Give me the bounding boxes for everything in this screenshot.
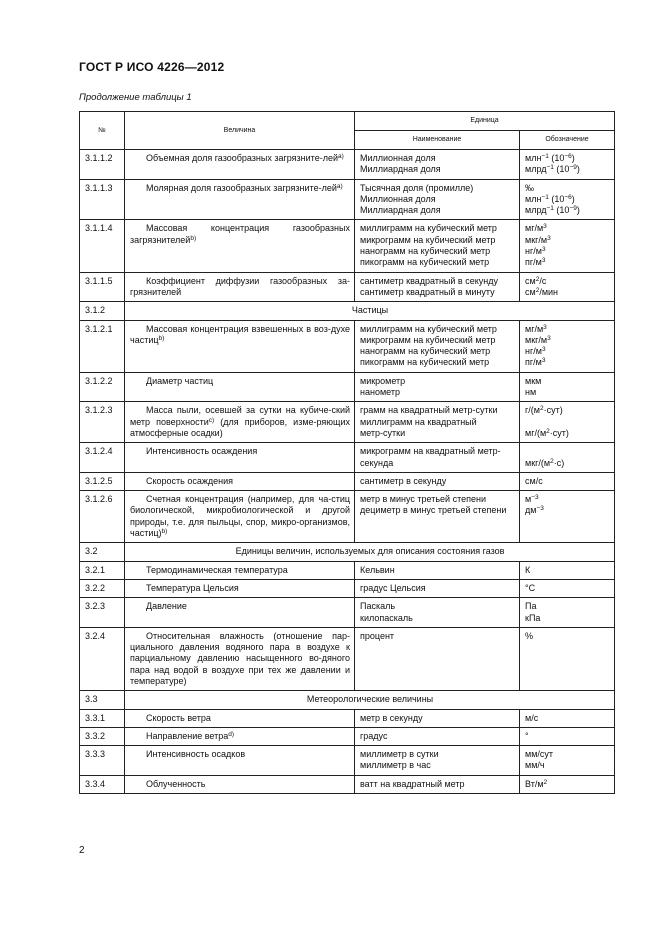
unit-symbol: $см^2/с$ [525,275,547,286]
unit-name-cell [355,272,520,302]
unit-symbol: мкм [525,375,542,386]
unit-symbol: мкг/$(м^2\cdot с)$ [525,457,565,468]
unit-symbol: нм [525,387,537,398]
row-number: 3.1.1.4 [80,220,125,272]
unit-symbol: $пг/м^3$ [525,257,546,268]
unit-symbol: $нг/м^3$ [525,246,546,257]
unit-name-cell [355,775,520,793]
unit-name-cell [355,372,520,402]
row-number: 3.1.2.2 [80,372,125,402]
quantity-cell: Термодинамическая температура [125,561,355,579]
unit-name-cell [355,179,520,220]
table-row [80,727,615,745]
unit-symbol: млрд$^{-1}$ $(10^{-9})$ [525,164,580,175]
unit-name-cell [355,320,520,372]
unit-name: Миллиардная доля [360,205,441,216]
unit-name-cell [355,579,520,597]
unit-symbol-cell [520,491,615,543]
section-title: Частицы [125,302,615,320]
unit-name: сантиметр в секунду [360,475,447,486]
table-row [80,627,615,690]
row-number: 3.1.1.2 [80,150,125,180]
unit-symbol: $мг/м^3$ [525,223,547,234]
quantity-cell: Молярная доля газообразных загрязните-лей$^{a)}$ [125,179,355,220]
unit-name-cell [355,402,520,443]
header-unit: Единица [355,112,615,131]
unit-name: Миллионная доля [360,153,436,163]
unit-name: нанограмм на кубический метр [360,246,491,257]
unit-name: микрограмм на кубический метр [360,334,496,345]
unit-symbol-cell [520,472,615,490]
unit-name: градус Цельсия [360,582,426,593]
unit-symbol: млрд$^{-1}$ $(10^{-9})$ [525,205,580,216]
unit-name-cell [355,746,520,776]
row-number: 3.2.2 [80,579,125,597]
row-number: 3.2.4 [80,627,125,690]
table-row [80,598,615,628]
quantity-cell: Интенсивность осаждения [125,443,355,473]
unit-symbol: м/с [525,712,539,723]
row-number: 3.2 [80,543,125,561]
unit-name: Миллионная доля [360,193,436,204]
unit-name: Миллиардная доля [360,164,441,175]
row-number: 3.3.1 [80,709,125,727]
table-row [80,472,615,490]
header-unit-name: Наименование [355,131,520,150]
unit-name: Кельвин [360,564,395,575]
unit-symbol: $м^{-3}$ [525,494,539,505]
quantity-cell: Скорость ветра [125,709,355,727]
unit-symbol: °С [525,582,536,593]
unit-name: Паскаль [360,601,396,612]
unit-symbol: $пг/м^3$ [525,357,546,368]
row-number: 3.2.1 [80,561,125,579]
header-quantity: Величина [125,112,355,150]
quantity-cell: Объемная доля газообразных загрязните-лей$^{a)}$ [125,150,355,180]
unit-symbol: % [525,630,534,641]
row-number: 3.1.2 [80,302,125,320]
unit-name: метр-сутки [360,427,406,438]
quantity-cell: Температура Цельсия [125,579,355,597]
unit-symbol: см/с [525,475,543,486]
unit-symbol: $мг/(м^2\cdot сут)$ [525,427,569,438]
unit-symbol: млн$^{-1}$ $(10^{-6})$ [525,153,575,163]
table-row [80,402,615,443]
unit-symbol: мм/сут [525,749,553,760]
table-row [80,709,615,727]
unit-name: пикограмм на кубический метр [360,257,490,268]
page-number: 2 [79,845,85,856]
quantity-cell: Коэффициент диффузии газообразных за-грязнителей [125,272,355,302]
row-number: 3.1.1.5 [80,272,125,302]
unit-name: микрограмм на кубический метр [360,234,496,245]
section-row [80,543,615,561]
unit-name: градус [360,730,388,741]
table-row [80,491,615,543]
unit-symbol-cell [520,220,615,272]
row-number: 3.3.4 [80,775,125,793]
unit-name-cell [355,443,520,473]
unit-symbol-cell [520,627,615,690]
unit-symbol [525,417,610,428]
header-number: № [80,112,125,150]
unit-symbol: $мг/м^3$ [525,323,547,334]
unit-name: микрограмм на квадратный метр- [360,446,501,457]
unit-name: миллиметр в сутки [360,749,439,760]
row-number: 3.1.1.3 [80,179,125,220]
unit-name: миллиграмм на кубический метр [360,323,497,334]
unit-name: килопаскаль [360,612,413,623]
row-number: 3.1.2.3 [80,402,125,443]
section-row [80,691,615,709]
row-number: 3.1.2.5 [80,472,125,490]
quantity-cell: Направление ветра$^{d)}$ [125,727,355,745]
unit-symbol: К [525,564,531,575]
table-row [80,775,615,793]
unit-symbol: $г/(м^2\cdot сут)$ [525,405,563,416]
unit-name: нанограмм на кубический метр [360,346,491,357]
unit-symbol-cell [520,746,615,776]
unit-name: нанометр [360,387,400,398]
unit-symbol: $см^2$/мин [525,286,558,297]
quantity-cell: Облученность [125,775,355,793]
table-caption: Продолжение таблицы 1 [79,92,192,103]
table-row [80,179,615,220]
quantity-cell: Интенсивность осадков [125,746,355,776]
table-row [80,372,615,402]
section-title: Метеорологические величины [125,691,615,709]
unit-symbol: млн$^{-1}$ $(10^{-6})$ [525,193,575,204]
page-header: ГОСТ Р ИСО 4226—2012 [79,60,225,74]
quantity-cell: Масса пыли, осевшей за сутки на кубиче-ский метр поверхности$^{c)}$ (для приборов, изме-ряющих атмосферные осадки) [125,402,355,443]
quantity-cell: Массовая концентрация взвешенных в воз-духе частиц$^{b)}$ [125,320,355,372]
quantity-cell: Относительная влажность (отношение пар-циального давления водяного пара в воздухе к парциальному давлению насыщенного во-дяного пара над водой в воздухе при тех же давлении и температуре) [125,627,355,690]
quantity-cell: Массовая концентрация газообразных загрязнителей$^{b)}$ [125,220,355,272]
row-number: 3.3.3 [80,746,125,776]
unit-name: грамм на квадратный метр-сутки [360,405,498,416]
unit-symbol: $нг/м^3$ [525,346,546,357]
table-row [80,443,615,473]
units-table [79,111,615,794]
table-row [80,220,615,272]
section-title: Единицы величин, используемых для описания состояния газов [125,543,615,561]
unit-name-cell [355,561,520,579]
table-row [80,272,615,302]
unit-name: секунда [360,457,394,468]
unit-symbol: кПа [525,612,541,623]
row-number: 3.3.2 [80,727,125,745]
unit-name: процент [360,630,395,641]
unit-symbol-cell [520,402,615,443]
unit-name-cell [355,220,520,272]
quantity-cell: Скорость осаждения [125,472,355,490]
unit-symbol: ‰ [525,182,534,193]
unit-symbol-cell [520,775,615,793]
unit-name: Тысячная доля (промилле) [360,182,474,193]
unit-name-cell [355,727,520,745]
unit-name: метр в минус третьей степени [360,494,486,505]
unit-symbol: Па [525,601,537,612]
table-row [80,150,615,180]
unit-symbol-cell [520,709,615,727]
unit-symbol-cell [520,598,615,628]
unit-symbol: $дм^{-3}$ [525,505,544,516]
unit-symbol-cell [520,179,615,220]
unit-symbol-cell [520,561,615,579]
table-body [80,150,615,794]
unit-name-cell [355,598,520,628]
row-number: 3.1.2.4 [80,443,125,473]
unit-name: дециметр в минус третьей степени [360,505,507,516]
table-row [80,746,615,776]
unit-symbol-cell [520,579,615,597]
unit-name: метр в секунду [360,712,423,723]
table-row [80,320,615,372]
unit-symbol-cell [520,320,615,372]
unit-symbol: мкг/$м^3$ [525,234,551,245]
row-number: 3.1.2.1 [80,320,125,372]
unit-name-cell [355,627,520,690]
unit-symbol: ° [525,730,529,741]
unit-symbol: мм/ч [525,760,545,771]
table-row [80,579,615,597]
quantity-cell: Диаметр частиц [125,372,355,402]
unit-symbol-cell [520,272,615,302]
quantity-cell: Счетная концентрация (например, для ча-стиц биологической, микробиологической и другой природы, т.е. для пыльцы, спор, микро-организмов, частиц)$^{b)}$ [125,491,355,543]
unit-symbol: $Вт/м^2$ [525,778,548,789]
unit-name: ватт на квадратный метр [360,778,465,789]
row-number: 3.3 [80,691,125,709]
unit-symbol-cell [520,443,615,473]
unit-name: миллиграмм на кубический метр [360,223,497,234]
unit-name-cell [355,709,520,727]
quantity-cell: Давление [125,598,355,628]
unit-name: миллиграмм на квадратный [360,416,477,427]
unit-symbol [525,446,610,457]
unit-name: пикограмм на кубический метр [360,357,490,368]
unit-name: миллиметр в час [360,760,431,771]
unit-name-cell [355,472,520,490]
unit-symbol-cell [520,150,615,180]
row-number: 3.2.3 [80,598,125,628]
unit-name: микрометр [360,375,406,386]
unit-symbol-cell [520,372,615,402]
row-number: 3.1.2.6 [80,491,125,543]
unit-symbol: мкг/$м^3$ [525,334,551,345]
table-row [80,561,615,579]
unit-name-cell [355,150,520,180]
section-row [80,302,615,320]
unit-name: сантиметр квадратный в минуту [360,286,495,297]
unit-name: сантиметр квадратный в секунду [360,275,498,286]
unit-name-cell [355,491,520,543]
unit-symbol-cell [520,727,615,745]
header-unit-symbol: Обозначение [520,131,615,150]
